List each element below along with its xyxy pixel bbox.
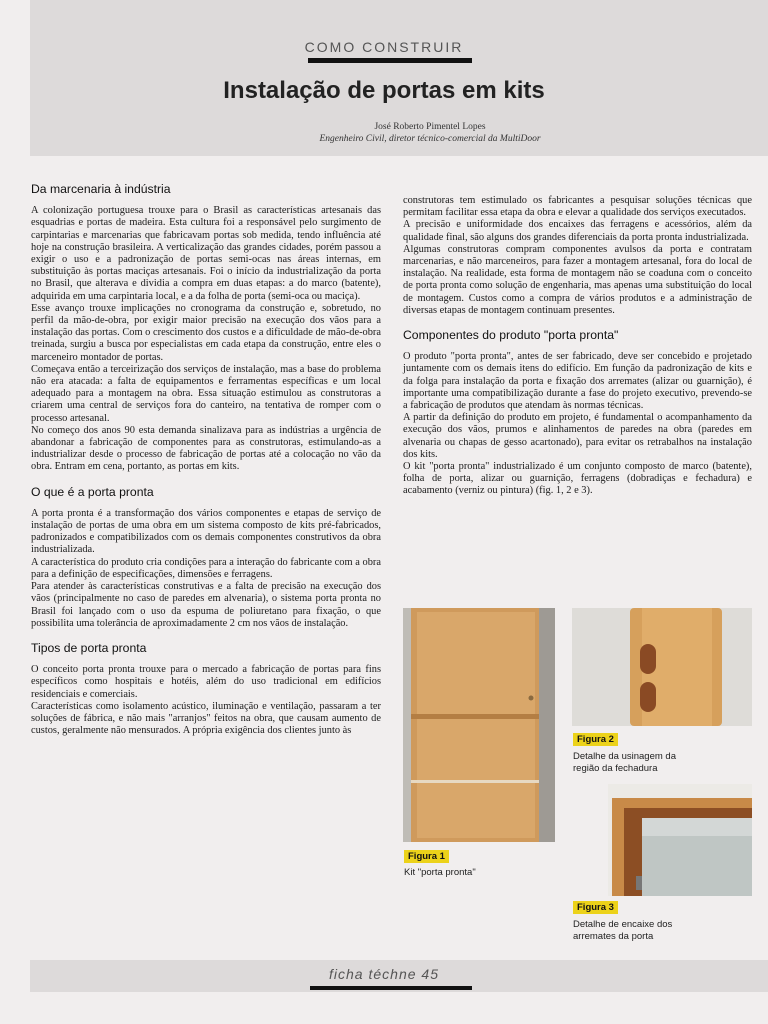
paragraph: O conceito porta pronta trouxe para o mercado a fabricação de portas para fins específicos como hospitais e hotéis, além do uso tradicional em edifícios residenciais e comerciais. [31,664,381,700]
section-label: COMO CONSTRUIR [304,39,464,55]
paragraph: A partir da definição do produto em projeto, é fundamental o acompanhamento da execução dos vãos, prumos e alinhamentos de paredes na obra (paredes em alvenaria ou chapas de gesso acartonado), para evitar os retrabalhos na instalação dos kits. [403,412,752,460]
figure-1-photo [403,608,555,842]
left-column [31,183,381,737]
figure-2-tag: Figura 2 [573,733,618,746]
figure-2-photo [572,608,752,726]
figure-3-tag: Figura 3 [573,901,618,914]
figure-3-photo [608,784,752,896]
figure-3-caption-line: Detalhe de encaixe dos [573,919,673,930]
paragraph: Para atender às características construtivas e a falta de precisão na execução dos vãos (principalmente no caso de paredes em alvenaria), o sistema porta pronta no Brasil foi lançado com o uso da espuma de poliuretano para fixação, o que possibilita uma tolerância de aproximadamente 2 cm nos vãos de instalação. [31,581,381,629]
heading-porta-pronta: O que é a porta pronta [31,484,154,499]
page-title: Instalação de portas em kits [223,77,545,104]
section-rule [308,58,472,63]
paragraph: Esse avanço trouxe implicações no cronograma da construção e, sobretudo, no perfil da mão-de-obra, por exigir maior precisão na execução dos vãos para a instalação das portas. Com o crescimento dos custos e a dificuldade de mão-de-obra treinada, surgiu a busca por especialistas em cada etapa da construção, entre eles o marceneiro montador de portas. [31,302,381,363]
figure-2-caption [573,751,676,775]
heading-tipos: Tipos de porta pronta [31,640,147,655]
paragraph: A característica do produto cria condições para a interação do fabricante com a obra para a definição de especificações, dimensões e ferragens. [31,556,381,580]
paragraph: A precisão e uniformidade dos encaixes das ferragens e acessórios, além da qualidade final, são alguns dos grandes diferenciais da porta pronta industrializada. [403,219,752,243]
figure-2-caption-line: Detalhe da usinagem da [573,751,676,762]
paragraph: O produto "porta pronta", antes de ser fabricado, deve ser concebido e projetado juntamente com os demais itens do edifício. Em função da padronização de kits e da folga para instalação da porta e fixação dos arremates (alizar ou guarnição), é importante uma compatibilização durante a fase do projeto executivo, prevendo-se a fabricação de produtos que atendam às normas técnicas. [403,351,752,412]
paragraph: construtoras tem estimulado os fabricantes a pesquisar soluções técnicas que permitam facilitar essa etapa da obra e elevar a qualidade dos serviços executados. [403,195,752,219]
author-role: Engenheiro Civil, diretor técnico-comercial da MultiDoor [319,134,541,144]
heading-componentes: Componentes do produto "porta pronta" [403,328,619,343]
figure-1-caption: Kit "porta pronta" [404,867,476,878]
footer-text: ficha téchne 45 [329,966,439,982]
figure-1-tag: Figura 1 [404,850,449,863]
figure-3-caption-line: arremates da porta [573,931,654,942]
figure-3-caption [573,919,672,943]
paragraph: A colonização portuguesa trouxe para o Brasil as características artesanais das esquadrias e portas de madeira. Esta cultura foi a responsável pelo surgimento de carpintarias e marcenarias que fabricavam portas sob medida, tendo influência até hoje na construção brasileira. A verticalização das grandes cidades, porém passou a exigir o uso e a padronização de portas semi-ocas nas áreas internas, em substituição às portas maciças artesanais. Foi o início da industrialização da porta no Brasil, que alterava e dividia a compra em duas etapas: a do marco (batente), adquirida em uma carpintaria local, e a da folha de porta (semi-oca ou maciça). [31,205,381,302]
paragraph: Características como isolamento acústico, iluminação e ventilação, passaram a ter soluções de fábrica, e não mais "arranjos" feitos na obra, que causam aumento de custos, geralmente não mensurados. A própria exigência dos clientes junto às [31,700,381,737]
right-column [403,195,752,498]
heading-marcenaria: Da marcenaria à indústria [31,182,171,196]
author-name: José Roberto Pimentel Lopes [374,122,486,132]
figure-2-caption-line: região da fechadura [573,763,658,774]
paragraph: A porta pronta é a transformação dos vários componentes e etapas de serviço de instalação de portas de uma obra em um sistema composto de kits pré-fabricados, padronizados e compatibilizados com os demais componentes construtivos da obra industrializada. [31,507,381,556]
paragraph: Algumas construtoras compram componentes avulsos da porta e contratam marcenarias, e não marceneiros, para fazer a montagem artesanal, fora do local de instalação. Na realidade, esta forma de montagem não se coaduna com o conceito de porta pronta como solução de engenharia, mas apenas uma substituição do local de montagem. Custos como a compra de vários produtos e a administração de diversas etapas de montagem continuam presentes. [403,243,752,316]
paragraph: O kit "porta pronta" industrializado é um conjunto composto de marco (batente), folha de porta, alizar ou guarnição, ferragens (dobradiças e fechadura) e acabamento (verniz ou pintura) (fig. 1, 2 e 3). [403,461,752,497]
paragraph: No começo dos anos 90 esta demanda sinalizava para as indústrias a urgência de abandonar a fabricação de componentes para as construtoras, estimulando-as a industrializar desde o processo de fabricação de portas até a colocação no vão da obra. Entram em cena, portanto, as portas em kits. [31,424,381,473]
paragraph: Começava então a terceirização dos serviços de instalação, mas a base do problema não era atacada: a falta de equipamentos e ferramentas específicas e um local adequado para a montagem na obra. Essa situação estimulou as construtoras a criarem uma central de serviços fora do canteiro, na tentativa de romper com o processo artesanal. [31,363,381,424]
footer-rule [310,986,472,990]
